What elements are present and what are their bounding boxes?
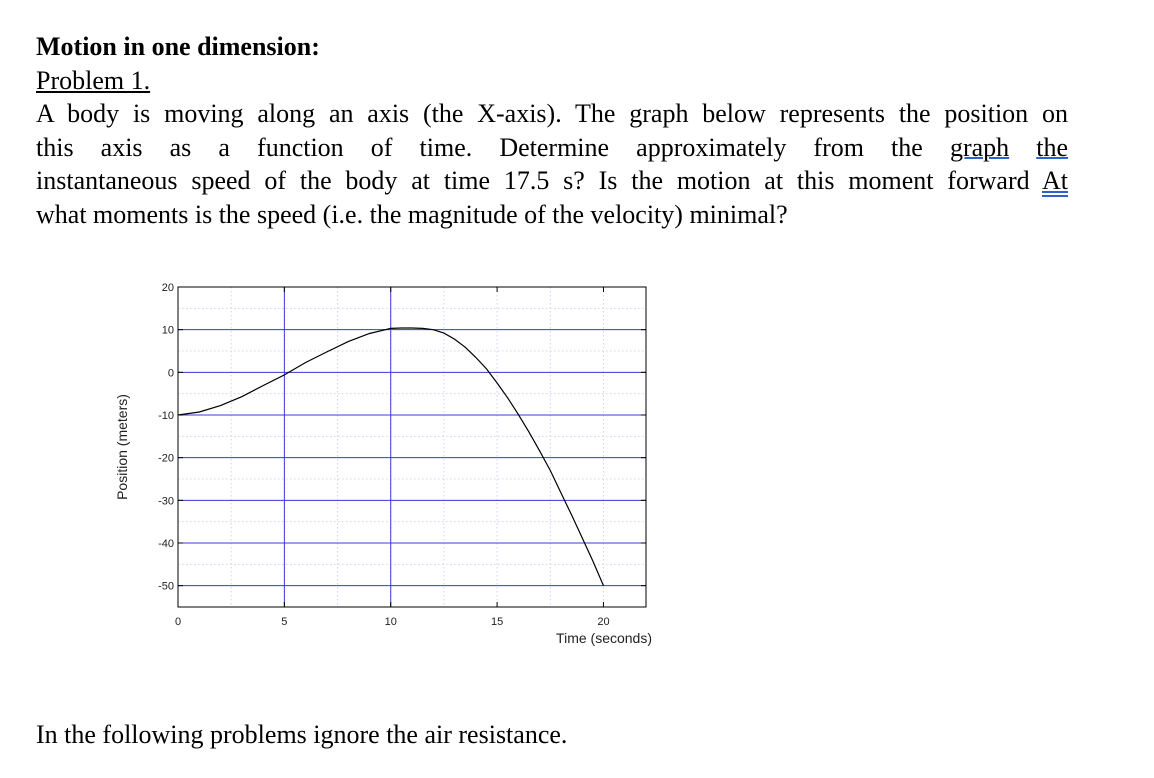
- x-tick-label: 10: [384, 616, 397, 628]
- spellcheck-word-the: the: [1036, 133, 1069, 162]
- x-tick-label: 20: [597, 616, 610, 628]
- x-tick-label: 15: [490, 616, 504, 628]
- line-2-text: this axis as a function of time. Determine approximately from the: [36, 133, 923, 162]
- y-tick-label: -20: [158, 452, 174, 465]
- problem-text-line-2: [36, 133, 1068, 163]
- plot-frame: [178, 287, 646, 607]
- y-tick-label: -50: [158, 580, 174, 593]
- grid-layer: [178, 287, 646, 607]
- problem-text-line-1: A body is moving along an axis (the X-axis). The graph below represents the position on: [36, 99, 1068, 128]
- spellcheck-word-graph: graph: [949, 133, 1010, 162]
- line-3-text: instantaneous speed of the body at time 17.5 s? Is the motion at this moment forward: [36, 166, 1030, 195]
- spellcheck-word-at: At: [1042, 166, 1068, 195]
- position-time-chart: [100, 270, 660, 660]
- x-tick-label: 0: [174, 616, 182, 628]
- problem-text-line-3: [36, 166, 1068, 196]
- y-tick-label: 10: [161, 324, 174, 337]
- section-heading: Motion in one dimension:: [36, 32, 320, 61]
- x-axis-label: Time (seconds): [556, 630, 652, 646]
- y-tick-label: -30: [158, 495, 174, 508]
- y-tick-label: -10: [158, 410, 174, 422]
- footer-note: In the following problems ignore the air resistance.: [36, 720, 568, 749]
- problem-text-line-4: what moments is the speed (i.e. the magnitude of the velocity) minimal?: [36, 200, 788, 229]
- y-tick-label: 0: [167, 367, 174, 380]
- problem-title: Problem 1.: [36, 66, 151, 95]
- x-tick-label: 5: [281, 616, 288, 628]
- y-axis-label: Position (meters): [114, 394, 130, 500]
- y-tick-label: -40: [158, 538, 174, 550]
- y-tick-label: 20: [161, 282, 174, 294]
